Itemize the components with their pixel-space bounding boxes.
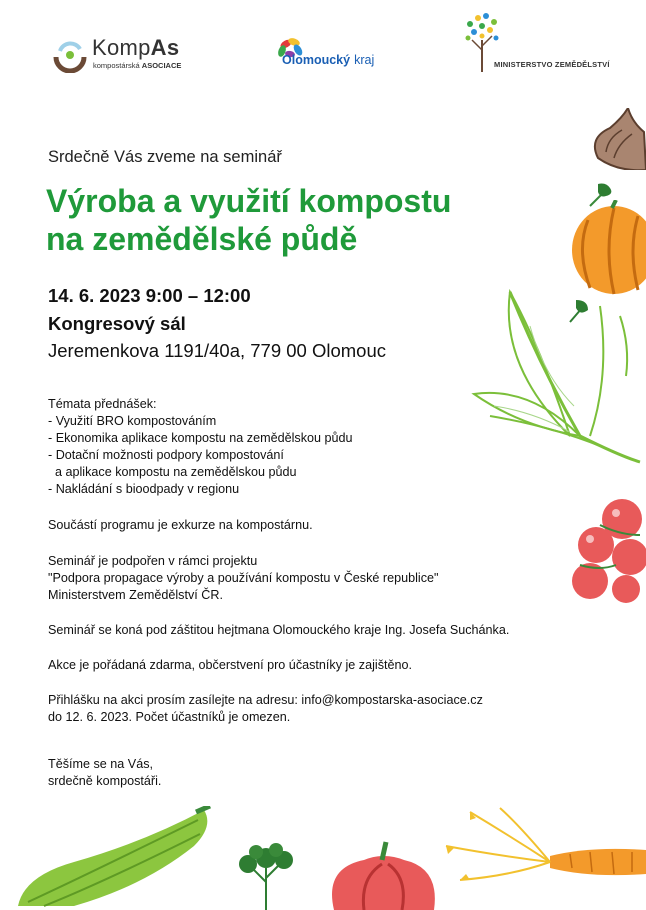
leaf-illustration: [470, 286, 646, 466]
title-line: Výroba a využití kompostu: [46, 183, 452, 219]
closing-line: Těšíme se na Vás,: [48, 757, 153, 771]
excursion-paragraph: Součástí programu je exkurze na kompostárnu.: [48, 518, 313, 532]
support-line: Ministerstvem Zemědělství ČR.: [48, 588, 223, 602]
tomato-illustration: [560, 495, 646, 605]
kompas-logo-name: KompAs: [92, 35, 180, 60]
registration-line: Přihlášku na akci prosím zasílejte na adresu: info@kompostarska-asociace.cz: [48, 693, 483, 707]
topic-item: a aplikace kompostu na zemědělskou půdu: [48, 465, 297, 479]
patronage-paragraph: Seminář se koná pod záštitou hejtmana Olomouckého kraje Ing. Josefa Suchánka.: [48, 623, 510, 637]
topics-list: [48, 396, 353, 498]
topic-item: - Ekonomika aplikace kompostu na zemědělskou půdu: [48, 431, 353, 445]
mze-logo: [460, 10, 620, 74]
onion-illustration: [588, 108, 646, 170]
topic-item: - Nakládání s bioodpady v regionu: [48, 482, 240, 496]
topic-item: - Využití BRO kompostováním: [48, 414, 217, 428]
support-line: Seminář je podpořen v rámci projektu: [48, 554, 258, 568]
closing-line: srdečně kompostáři.: [48, 774, 162, 788]
zucchini-illustration: [14, 806, 214, 910]
olomouc-logo-text: Olomoucký kraj: [282, 53, 375, 67]
title-line: na zemědělské půdě: [46, 221, 358, 257]
topics-heading: Témata přednášek:: [48, 397, 157, 411]
event-datetime: 14. 6. 2023 9:00 – 12:00: [48, 285, 251, 306]
closing-paragraph: [48, 756, 161, 790]
kompas-logo-subtitle: kompostárská ASOCIACE: [93, 61, 182, 70]
event-venue: Kongresový sál: [48, 313, 186, 334]
pepper-illustration: [324, 838, 440, 910]
support-line: "Podpora propagace výroby a používání kompostu v České republice": [48, 571, 439, 585]
parsley-bottom-illustration: [236, 842, 298, 910]
seminar-title: [46, 182, 451, 258]
pumpkin-illustration: [568, 200, 646, 300]
mze-logo-text: MINISTERSTVO ZEMĚDĚLSTVÍ: [494, 60, 610, 69]
carrot-illustration: [440, 806, 646, 890]
topic-item: - Dotační možnosti podpory kompostování: [48, 448, 284, 462]
invitation-text: Srdečně Vás zveme na seminář: [48, 148, 282, 166]
registration-line: do 12. 6. 2023. Počet účastníků je omezen.: [48, 710, 291, 724]
registration-paragraph: [48, 692, 483, 726]
free-event-paragraph: Akce je pořádaná zdarma, občerstvení pro účastníky je zajištěno.: [48, 658, 413, 672]
support-paragraph: [48, 553, 438, 604]
kompas-logo-icon: [52, 37, 88, 73]
olomouc-logo: [262, 34, 392, 74]
kompas-logo: [52, 35, 192, 75]
event-address: Jeremenkova 1191/40a, 779 00 Olomouc: [48, 340, 387, 361]
